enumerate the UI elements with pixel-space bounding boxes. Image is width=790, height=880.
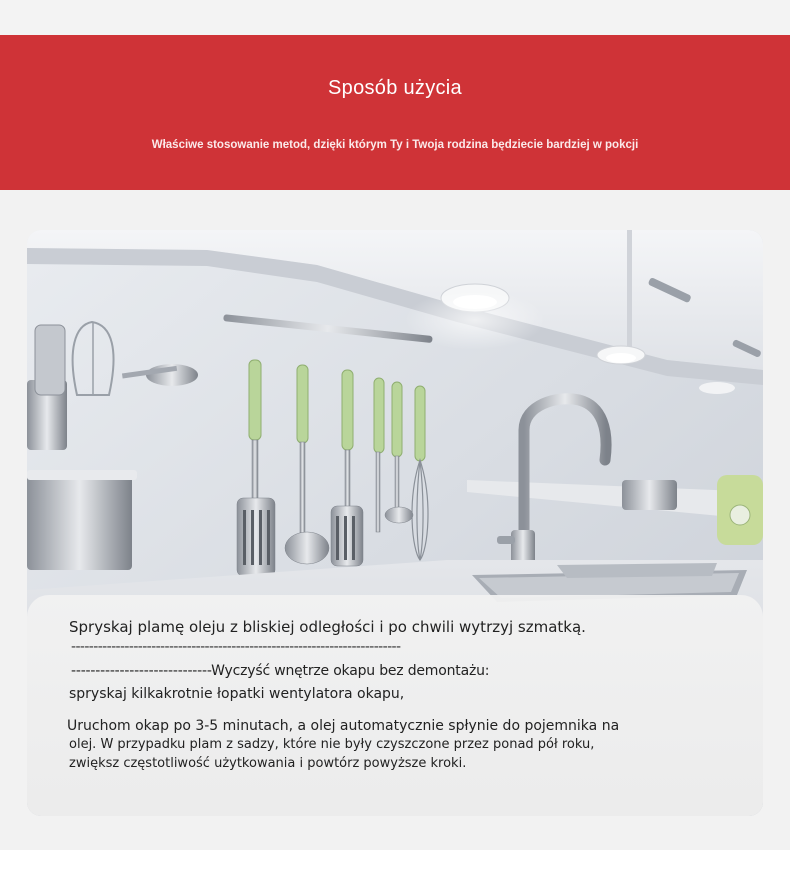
instruction-line-2 xyxy=(71,663,489,679)
instruction-card xyxy=(27,230,763,816)
dashed-prefix: ----------------------------- xyxy=(71,663,212,679)
instruction-line-6: zwiększ częstotliwość użytkowania i powtórz powyższe kroki. xyxy=(69,756,467,771)
instruction-line-2-text: Wyczyść wnętrze okapu bez demontażu: xyxy=(211,663,490,679)
page-title: Sposób użycia xyxy=(328,77,462,99)
dashed-separator: -------------------------------------------------------------------------- xyxy=(71,639,401,655)
instruction-line-5: olej. W przypadku plam z sadzy, które nie były czyszczone przez ponad pół roku, xyxy=(69,737,595,752)
bottom-strip xyxy=(0,850,790,880)
instruction-line-4: Uruchom okap po 3-5 minutach, a olej automatycznie spłynie do pojemnika na xyxy=(67,718,620,734)
instruction-line-3: spryskaj kilkakrotnie łopatki wentylatora okapu, xyxy=(69,686,405,702)
instruction-line-1: Spryskaj plamę oleju z bliskiej odległości i po chwili wytrzyj szmatką. xyxy=(69,618,586,636)
page-subtitle: Właściwe stosowanie metod, dzięki którym Ty i Twoja rodzina będziecie bardziej w pokcji xyxy=(151,139,639,151)
header-banner xyxy=(0,35,790,190)
top-strip xyxy=(0,0,790,35)
